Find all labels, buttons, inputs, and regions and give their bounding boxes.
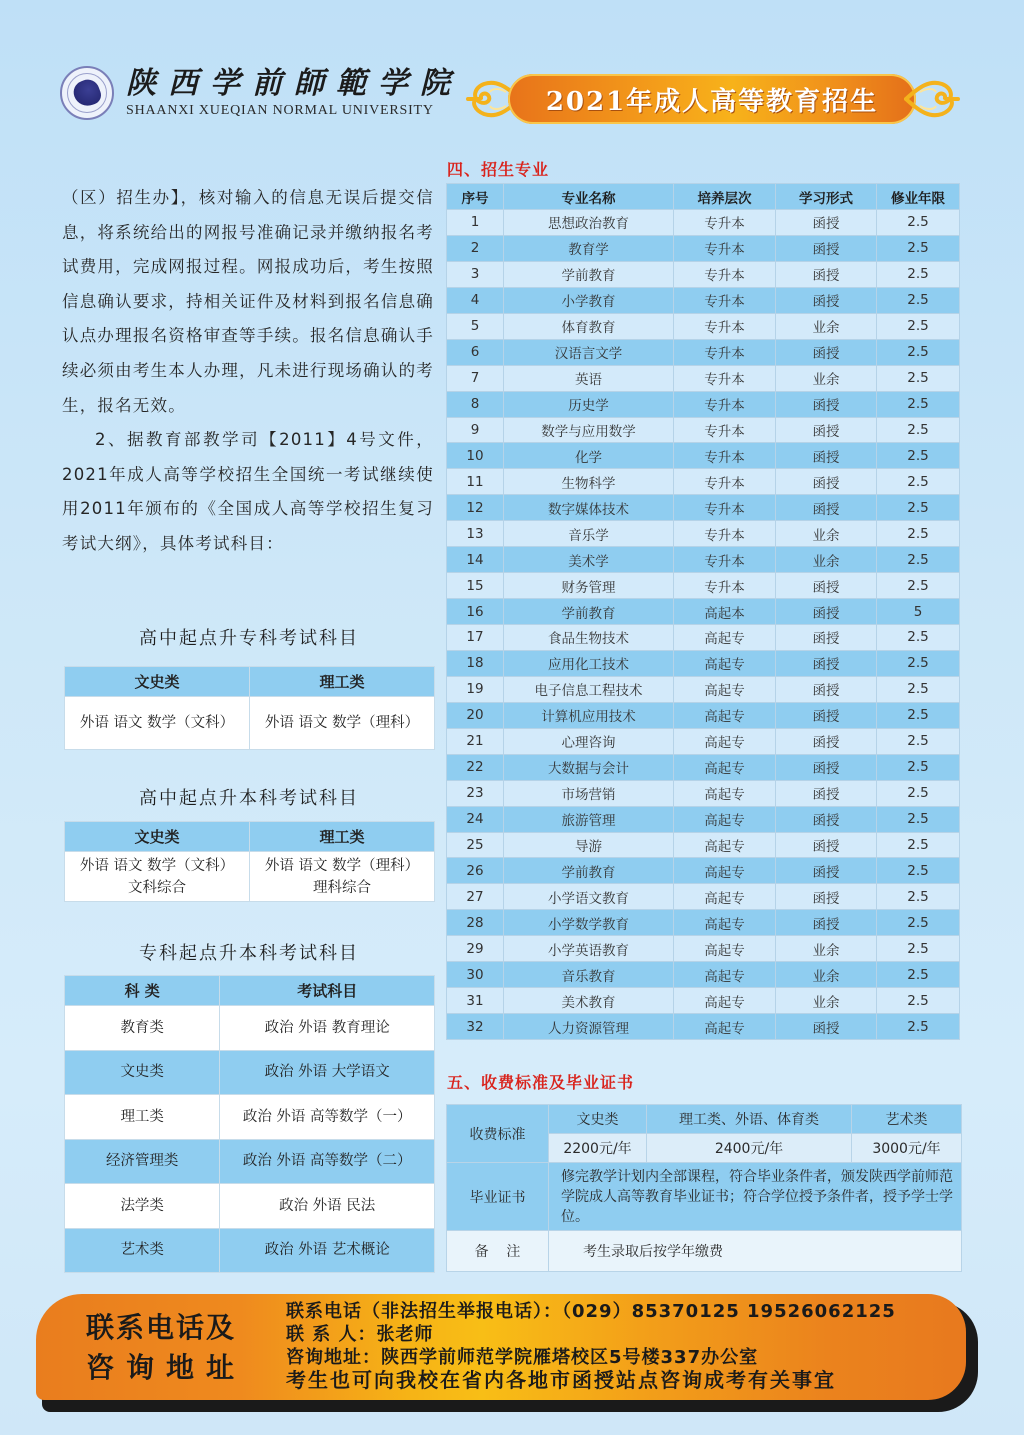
table-cell: 高起专 [674, 625, 776, 651]
table-cell: 函授 [776, 832, 877, 858]
table-cell: 2.5 [877, 313, 960, 339]
table-cell: 专升本 [674, 547, 776, 573]
table-cell: 11 [447, 469, 504, 495]
table-row [447, 573, 960, 599]
table-cell: 业余 [776, 962, 877, 988]
table-cell: 高起专 [674, 780, 776, 806]
table-cell: 导游 [504, 832, 674, 858]
table-cell: 专升本 [674, 210, 776, 236]
intro-text [62, 181, 434, 562]
table-cell: 体育教育 [504, 313, 674, 339]
table-cell: 5 [877, 599, 960, 625]
table-cell: 食品生物技术 [504, 625, 674, 651]
table-row [447, 521, 960, 547]
table-cell: 高起专 [674, 832, 776, 858]
table-cell: 心理咨询 [504, 728, 674, 754]
exam-zhuanshengben-title: 专科起点升本科考试科目 [139, 943, 359, 964]
table-cell: 生物科学 [504, 469, 674, 495]
fee-label: 收费标准 [447, 1105, 549, 1163]
table-cell: 函授 [776, 780, 877, 806]
exam-benke-title: 高中起点升本科考试科目 [139, 788, 359, 809]
table-cell: 23 [447, 780, 504, 806]
table-cell: 2.5 [877, 417, 960, 443]
table-row [447, 417, 960, 443]
contact-address: 咨询地址：陕西学前师范学院雁塔校区5号楼337办公室 [286, 1347, 759, 1368]
table-cell: 高起专 [674, 650, 776, 676]
table-cell [65, 852, 250, 902]
table-cell: 旅游管理 [504, 806, 674, 832]
table-cell: 2.5 [877, 988, 960, 1014]
table-cell: 专升本 [674, 339, 776, 365]
table-row [447, 780, 960, 806]
table-cell: 2.5 [877, 365, 960, 391]
column-header: 科 类 [65, 976, 220, 1006]
note-label: 备 注 [447, 1231, 549, 1272]
table-cell: 3 [447, 261, 504, 287]
table-cell: 小学数学教育 [504, 910, 674, 936]
cloud-ornament-right-icon [904, 76, 960, 122]
table-cell: 业余 [776, 365, 877, 391]
table-cell: 高起专 [674, 676, 776, 702]
table-cell: 2.5 [877, 780, 960, 806]
table-cell: 高起专 [674, 806, 776, 832]
majors-section-title: 四、招生专业 [447, 160, 550, 179]
table-cell: 函授 [776, 650, 877, 676]
table-cell: 高起专 [674, 910, 776, 936]
table-cell: 政治 外语 大学语文 [220, 1050, 435, 1095]
table-cell: 函授 [776, 443, 877, 469]
fee-amount: 2200元/年 [549, 1134, 647, 1163]
table-cell: 高起专 [674, 988, 776, 1014]
table-row [447, 910, 960, 936]
table-cell: 专升本 [674, 495, 776, 521]
table-cell: 2.5 [877, 754, 960, 780]
table-cell: 2.5 [877, 910, 960, 936]
column-header: 理工类 [250, 822, 435, 852]
table-cell: 化学 [504, 443, 674, 469]
table-cell: 29 [447, 936, 504, 962]
table-cell: 2.5 [877, 625, 960, 651]
table-cell: 2.5 [877, 235, 960, 261]
table-cell: 函授 [776, 702, 877, 728]
table-cell: 13 [447, 521, 504, 547]
table-cell: 1 [447, 210, 504, 236]
table-cell: 文史类 [65, 1050, 220, 1095]
table-cell: 2.5 [877, 884, 960, 910]
contact-heading [86, 1308, 246, 1388]
table-row [447, 754, 960, 780]
table-row [447, 365, 960, 391]
banner-title: 2021年成人高等教育招生 [545, 86, 879, 117]
table-cell: 应用化工技术 [504, 650, 674, 676]
exam-benke-table [64, 821, 435, 902]
table-cell: 21 [447, 728, 504, 754]
table-row [447, 287, 960, 313]
table-cell: 专升本 [674, 573, 776, 599]
table-cell: 6 [447, 339, 504, 365]
table-cell: 计算机应用技术 [504, 702, 674, 728]
table-cell: 2.5 [877, 443, 960, 469]
table-cell: 音乐教育 [504, 962, 674, 988]
table-row [447, 599, 960, 625]
table-row [447, 832, 960, 858]
fee-category: 艺术类 [852, 1105, 962, 1134]
cert-text: 修完教学计划内全部课程，符合毕业条件者，颁发陕西学前师范学院成人高等教育毕业证书；符合学位授予条件者，授予学士学位。 [549, 1163, 962, 1231]
table-cell [250, 852, 435, 902]
table-row [447, 702, 960, 728]
table-row [447, 313, 960, 339]
table-cell: 业余 [776, 521, 877, 547]
table-cell: 函授 [776, 910, 877, 936]
table-cell: 电子信息工程技术 [504, 676, 674, 702]
table-cell: 2 [447, 235, 504, 261]
table-cell: 2.5 [877, 261, 960, 287]
table-cell: 高起本 [674, 599, 776, 625]
table-cell: 学前教育 [504, 261, 674, 287]
table-cell: 业余 [776, 547, 877, 573]
table-row [447, 962, 960, 988]
table-cell: 函授 [776, 339, 877, 365]
fee-category: 文史类 [549, 1105, 647, 1134]
table-cell: 人力资源管理 [504, 1014, 674, 1040]
contact-person: 联 系 人：张老师 [286, 1324, 434, 1345]
exam-zhuanke-table [64, 666, 435, 750]
table-row [447, 391, 960, 417]
table-cell: 26 [447, 858, 504, 884]
table-cell: 函授 [776, 1014, 877, 1040]
table-cell: 高起专 [674, 936, 776, 962]
table-row [447, 495, 960, 521]
table-cell: 高起专 [674, 754, 776, 780]
table-cell: 函授 [776, 469, 877, 495]
table-cell: 函授 [776, 235, 877, 261]
contact-details [286, 1300, 896, 1392]
table-cell: 业余 [776, 936, 877, 962]
table-cell: 2.5 [877, 936, 960, 962]
fee-amount: 2400元/年 [647, 1134, 852, 1163]
table-cell: 专升本 [674, 391, 776, 417]
table-cell: 函授 [776, 728, 877, 754]
cert-label: 毕业证书 [447, 1163, 549, 1231]
table-cell: 英语 [504, 365, 674, 391]
table-cell: 专升本 [674, 417, 776, 443]
table-cell: 历史学 [504, 391, 674, 417]
table-cell: 9 [447, 417, 504, 443]
column-header: 序号 [447, 184, 504, 210]
table-cell: 2.5 [877, 469, 960, 495]
table-cell: 20 [447, 702, 504, 728]
school-logo [60, 66, 462, 120]
fee-amount: 3000元/年 [852, 1134, 962, 1163]
contact-banner [36, 1294, 976, 1406]
table-cell: 7 [447, 365, 504, 391]
table-cell: 政治 外语 高等数学（一） [220, 1095, 435, 1140]
table-cell: 法学类 [65, 1184, 220, 1229]
table-cell: 2.5 [877, 650, 960, 676]
table-cell: 高起专 [674, 702, 776, 728]
column-header: 理工类 [250, 667, 435, 697]
table-cell: 2.5 [877, 858, 960, 884]
table-cell: 24 [447, 806, 504, 832]
table-cell: 小学语文教育 [504, 884, 674, 910]
table-cell: 高起专 [674, 884, 776, 910]
table-cell: 专升本 [674, 443, 776, 469]
table-cell: 函授 [776, 858, 877, 884]
table-cell: 函授 [776, 261, 877, 287]
table-cell: 2.5 [877, 1014, 960, 1040]
table-cell: 5 [447, 313, 504, 339]
table-cell: 教育学 [504, 235, 674, 261]
title-banner [466, 68, 960, 130]
cell-line: 文科综合 [128, 879, 186, 896]
table-row [447, 806, 960, 832]
table-cell: 小学教育 [504, 287, 674, 313]
table-row [447, 650, 960, 676]
table-cell: 专升本 [674, 261, 776, 287]
fees-table [446, 1104, 962, 1272]
table-cell: 高起专 [674, 858, 776, 884]
table-cell: 2.5 [877, 573, 960, 599]
column-header: 文史类 [65, 667, 250, 697]
table-cell: 函授 [776, 599, 877, 625]
fee-category: 理工类、外语、体育类 [647, 1105, 852, 1134]
table-cell: 2.5 [877, 547, 960, 573]
table-cell: 30 [447, 962, 504, 988]
table-cell: 小学英语教育 [504, 936, 674, 962]
table-cell: 函授 [776, 210, 877, 236]
table-row [447, 443, 960, 469]
table-cell: 高起专 [674, 962, 776, 988]
table-cell: 12 [447, 495, 504, 521]
table-row [447, 676, 960, 702]
majors-table [446, 183, 960, 1040]
table-cell: 28 [447, 910, 504, 936]
cell-line: 理科综合 [313, 879, 371, 896]
table-cell: 专升本 [674, 313, 776, 339]
table-cell: 学前教育 [504, 599, 674, 625]
table-row [447, 728, 960, 754]
table-cell: 2.5 [877, 391, 960, 417]
table-cell: 15 [447, 573, 504, 599]
table-cell: 2.5 [877, 495, 960, 521]
table-cell: 函授 [776, 625, 877, 651]
table-cell: 22 [447, 754, 504, 780]
table-cell: 8 [447, 391, 504, 417]
table-cell: 数字媒体技术 [504, 495, 674, 521]
table-cell: 高起专 [674, 1014, 776, 1040]
table-row [447, 261, 960, 287]
table-cell: 专升本 [674, 365, 776, 391]
table-row [447, 884, 960, 910]
table-cell: 政治 外语 高等数学（二） [220, 1139, 435, 1184]
table-cell: 27 [447, 884, 504, 910]
school-name-cn: 陕西学前師範学院 [126, 66, 462, 101]
table-cell: 思想政治教育 [504, 210, 674, 236]
school-name-en: SHAANXI XUEQIAN NORMAL UNIVERSITY [126, 103, 434, 118]
table-cell: 业余 [776, 988, 877, 1014]
table-cell: 外语 语文 数学（理科） [250, 697, 435, 750]
table-cell: 函授 [776, 573, 877, 599]
table-cell: 财务管理 [504, 573, 674, 599]
table-cell: 美术教育 [504, 988, 674, 1014]
table-cell: 2.5 [877, 339, 960, 365]
table-cell: 汉语言文学 [504, 339, 674, 365]
table-cell: 2.5 [877, 521, 960, 547]
table-cell: 函授 [776, 417, 877, 443]
table-row [447, 988, 960, 1014]
table-cell: 16 [447, 599, 504, 625]
table-cell: 2.5 [877, 287, 960, 313]
table-row [447, 625, 960, 651]
table-row [447, 1014, 960, 1040]
table-row [447, 210, 960, 236]
contact-phone: 联系电话（非法招生举报电话）：（029）85370125 19526062125 [286, 1301, 896, 1322]
table-row [447, 547, 960, 573]
table-cell: 函授 [776, 287, 877, 313]
table-cell: 专升本 [674, 287, 776, 313]
table-cell: 2.5 [877, 210, 960, 236]
column-header: 专业名称 [504, 184, 674, 210]
table-cell: 函授 [776, 391, 877, 417]
table-row [447, 469, 960, 495]
table-cell: 业余 [776, 313, 877, 339]
table-cell: 2.5 [877, 702, 960, 728]
table-cell: 政治 外语 艺术概论 [220, 1228, 435, 1273]
table-cell: 14 [447, 547, 504, 573]
table-cell: 17 [447, 625, 504, 651]
table-cell: 函授 [776, 754, 877, 780]
exam-zhuanke-title: 高中起点升专科考试科目 [139, 628, 359, 649]
note-text: 考生录取后按学年缴费 [549, 1231, 962, 1272]
intro-paragraph-1: （区）招生办】，核对输入的信息无误后提交信息，将系统给出的网报号准确记录并缴纳报名考试费用，完成网报过程。网报成功后，考生按照信息确认要求，持相关证件及材料到报名信息确认点办理报名资格审查等手续。报名信息确认手续必须由考生本人办理，凡未进行现场确认的考生，报名无效。 [62, 188, 434, 415]
table-cell: 函授 [776, 495, 877, 521]
table-cell: 2.5 [877, 832, 960, 858]
table-cell: 25 [447, 832, 504, 858]
column-header: 文史类 [65, 822, 250, 852]
table-cell: 理工类 [65, 1095, 220, 1140]
table-cell: 2.5 [877, 806, 960, 832]
table-cell: 政治 外语 教育理论 [220, 1006, 435, 1051]
table-row [447, 858, 960, 884]
table-cell: 音乐学 [504, 521, 674, 547]
table-cell: 2.5 [877, 676, 960, 702]
table-cell: 函授 [776, 676, 877, 702]
table-cell: 专升本 [674, 521, 776, 547]
table-cell: 专升本 [674, 235, 776, 261]
column-header: 学习形式 [776, 184, 877, 210]
table-cell: 数学与应用数学 [504, 417, 674, 443]
fees-section-title: 五、收费标准及毕业证书 [447, 1073, 635, 1092]
contact-heading-line: 联系电话及 [86, 1311, 237, 1344]
column-header: 培养层次 [674, 184, 776, 210]
table-cell: 大数据与会计 [504, 754, 674, 780]
table-cell: 4 [447, 287, 504, 313]
table-cell: 政治 外语 民法 [220, 1184, 435, 1229]
table-row [447, 936, 960, 962]
table-cell: 2.5 [877, 728, 960, 754]
intro-paragraph-2: 2、据教育部教学司【2011】4号文件，2021年成人高等学校招生全国统一考试继续使用2011年颁布的《全国成人高等学校招生复习考试大纲》，具体考试科目： [62, 430, 434, 553]
exam-zhuanshengben-table [64, 975, 435, 1273]
table-cell: 函授 [776, 806, 877, 832]
table-cell: 学前教育 [504, 858, 674, 884]
table-cell: 2.5 [877, 962, 960, 988]
table-cell: 专升本 [674, 469, 776, 495]
column-header: 考试科目 [220, 976, 435, 1006]
school-seal-icon [60, 66, 114, 120]
table-row [447, 235, 960, 261]
table-cell: 10 [447, 443, 504, 469]
table-cell: 经济管理类 [65, 1139, 220, 1184]
table-cell: 19 [447, 676, 504, 702]
table-cell: 外语 语文 数学（文科） [65, 697, 250, 750]
table-cell: 美术学 [504, 547, 674, 573]
table-row [447, 339, 960, 365]
table-cell: 艺术类 [65, 1228, 220, 1273]
contact-heading-line: 咨询地址 [86, 1351, 247, 1384]
contact-extra: 考生也可向我校在省内各地市函授站点咨询成考有关事宜 [286, 1368, 836, 1392]
column-header: 修业年限 [877, 184, 960, 210]
table-cell: 32 [447, 1014, 504, 1040]
cell-line: 外语 语文 数学（文科） [79, 857, 235, 874]
table-cell: 教育类 [65, 1006, 220, 1051]
table-cell: 函授 [776, 884, 877, 910]
table-cell: 18 [447, 650, 504, 676]
table-cell: 高起专 [674, 728, 776, 754]
cell-line: 外语 语文 数学（理科） [264, 857, 420, 874]
table-cell: 市场营销 [504, 780, 674, 806]
table-cell: 31 [447, 988, 504, 1014]
